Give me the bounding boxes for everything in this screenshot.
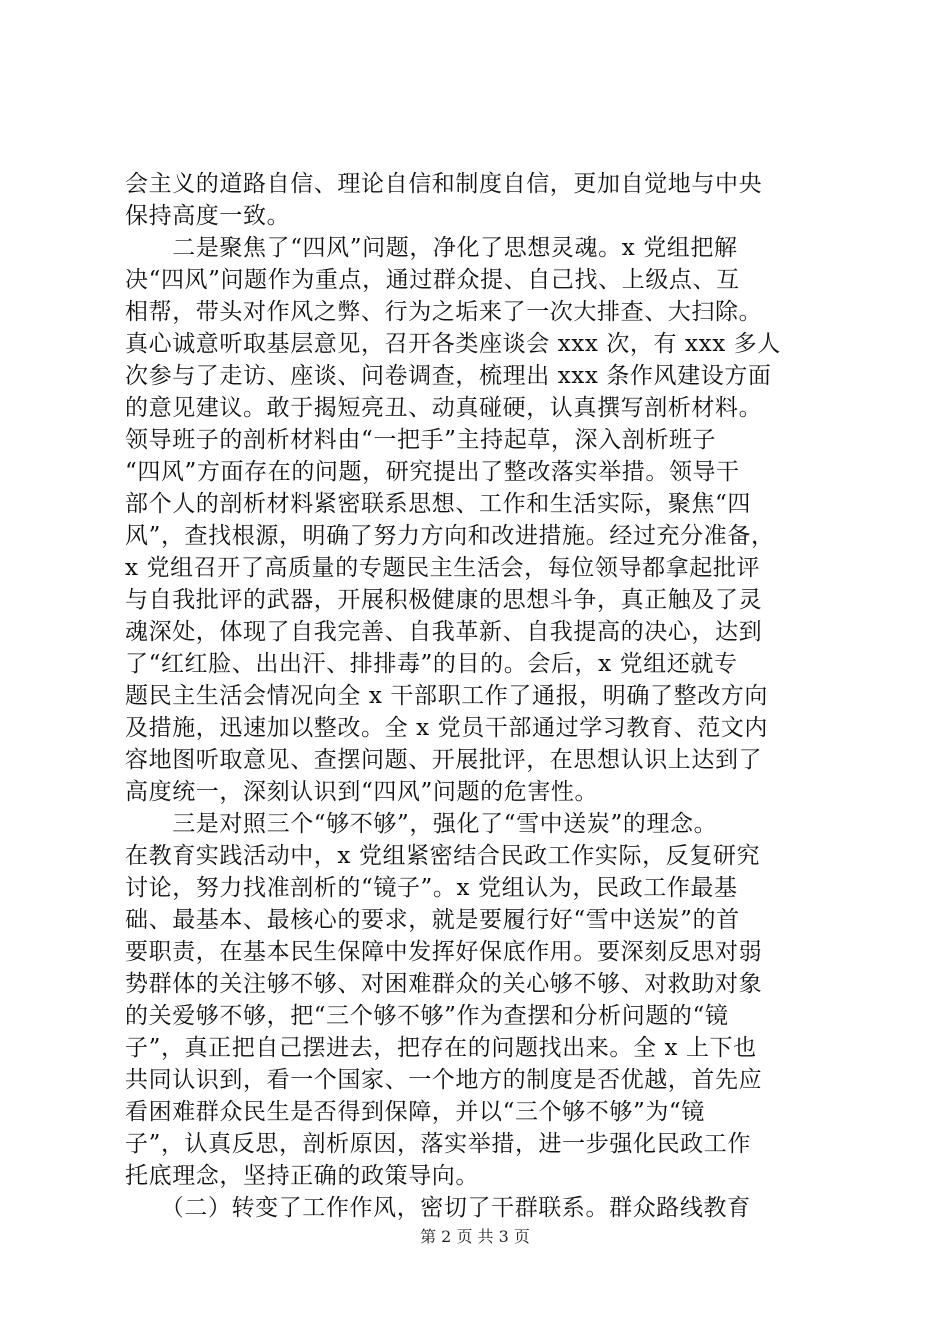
text-line: 的意见建议。敢于揭短亮丑、动真碰硬，认真撰写剖析材料。 — [125, 395, 763, 421]
text-line: 势群体的关注够不够、对困难群众的关心够不够、对救助对象 — [125, 971, 763, 997]
text-line: 风”，查找根源，明确了努力方向和改进措施。经过充分准备， — [125, 523, 775, 549]
text-line: 看困难群众民生是否得到保障，并以“三个够不够”为“镜 — [125, 1099, 705, 1125]
text-line: 及措施，迅速加以整改。全 x 党员干部通过学习教育、范文内 — [125, 715, 768, 741]
text-line: 要职责，在基本民生保障中发挥好保底作用。要深刻反思对弱 — [125, 939, 763, 965]
text-line: 子”，真正把自己摆进去，把存在的问题找出来。全 x 上下也 — [125, 1035, 757, 1061]
text-line: 题民主生活会情况向全 x 干部职工作了通报，明确了整改方向 — [125, 683, 768, 709]
text-line: 决“四风”问题作为重点，通过群众提、自己找、上级点、互 — [125, 267, 740, 293]
text-line: 三是对照三个“够不够”，强化了“雪中送炭”的理念。 — [125, 811, 718, 837]
text-line: 的关爱够不够，把“三个够不够”作为查摆和分析问题的“镜 — [125, 1003, 729, 1029]
document-body — [125, 168, 830, 1224]
text-line: 真心诚意听取基层意见，召开各类座谈会 xxx 次，有 xxx 多人 — [125, 331, 781, 357]
text-line: 子”，认真反思，剖析原因，落实举措，进一步强化民政工作 — [125, 1131, 751, 1157]
text-line: 保持高度一致。 — [125, 203, 291, 229]
text-line: 与自我批评的武器，开展积极健康的思想斗争，真正触及了灵 — [125, 587, 763, 613]
text-line: 领导班子的剖析材料由“一把手”主持起草，深入剖析班子 — [125, 427, 717, 453]
text-line: 高度统一，深刻认识到“四风”问题的危害性。 — [125, 779, 599, 805]
text-line: 次参与了走访、座谈、问卷调查，梳理出 xxx 条作风建设方面 — [125, 363, 772, 389]
text-line: 础、最基本、最核心的要求，就是要履行好“雪中送炭”的首 — [125, 907, 740, 933]
text-line: 会主义的道路自信、理论自信和制度自信，更加自觉地与中央 — [125, 171, 763, 197]
text-line: 魂深处，体现了自我完善、自我革新、自我提高的决心，达到 — [125, 619, 763, 645]
text-line: 托底理念，坚持正确的政策导向。 — [125, 1163, 479, 1189]
text-line: “四风”方面存在的问题，研究提出了整改落实举措。领导干 — [125, 459, 740, 485]
text-line: 讨论，努力找准剖析的“镜子”。x 党组认为，民政工作最基 — [125, 875, 738, 901]
text-line: 相帮，带头对作风之弊、行为之垢来了一次大排查、大扫除。 — [125, 299, 763, 325]
text-line: （二）转变了工作作风，密切了干群联系。群众路线教育 — [125, 1195, 751, 1221]
text-line: 共同认识到，看一个国家、一个地方的制度是否优越，首先应 — [125, 1067, 763, 1093]
text-line: 了“红红脸、出出汗、排排毒”的目的。会后，x 党组还就专 — [125, 651, 738, 677]
page-footer: 第 2 页 共 3 页 — [420, 1227, 530, 1246]
text-line: 在教育实践活动中，x 党组紧密结合民政工作实际，反复研究 — [125, 843, 761, 869]
text-line: 二是聚焦了“四风”问题，净化了思想灵魂。x 党组把解 — [125, 235, 738, 261]
text-line: 部个人的剖析材料紧密联系思想、工作和生活实际，聚焦“四 — [125, 491, 751, 517]
text-line: 容地图听取意见、查摆问题、开展批评，在思想认识上达到了 — [125, 747, 763, 773]
text-line: x 党组召开了高质量的专题民主生活会，每位领导都拿起批评 — [125, 555, 761, 581]
